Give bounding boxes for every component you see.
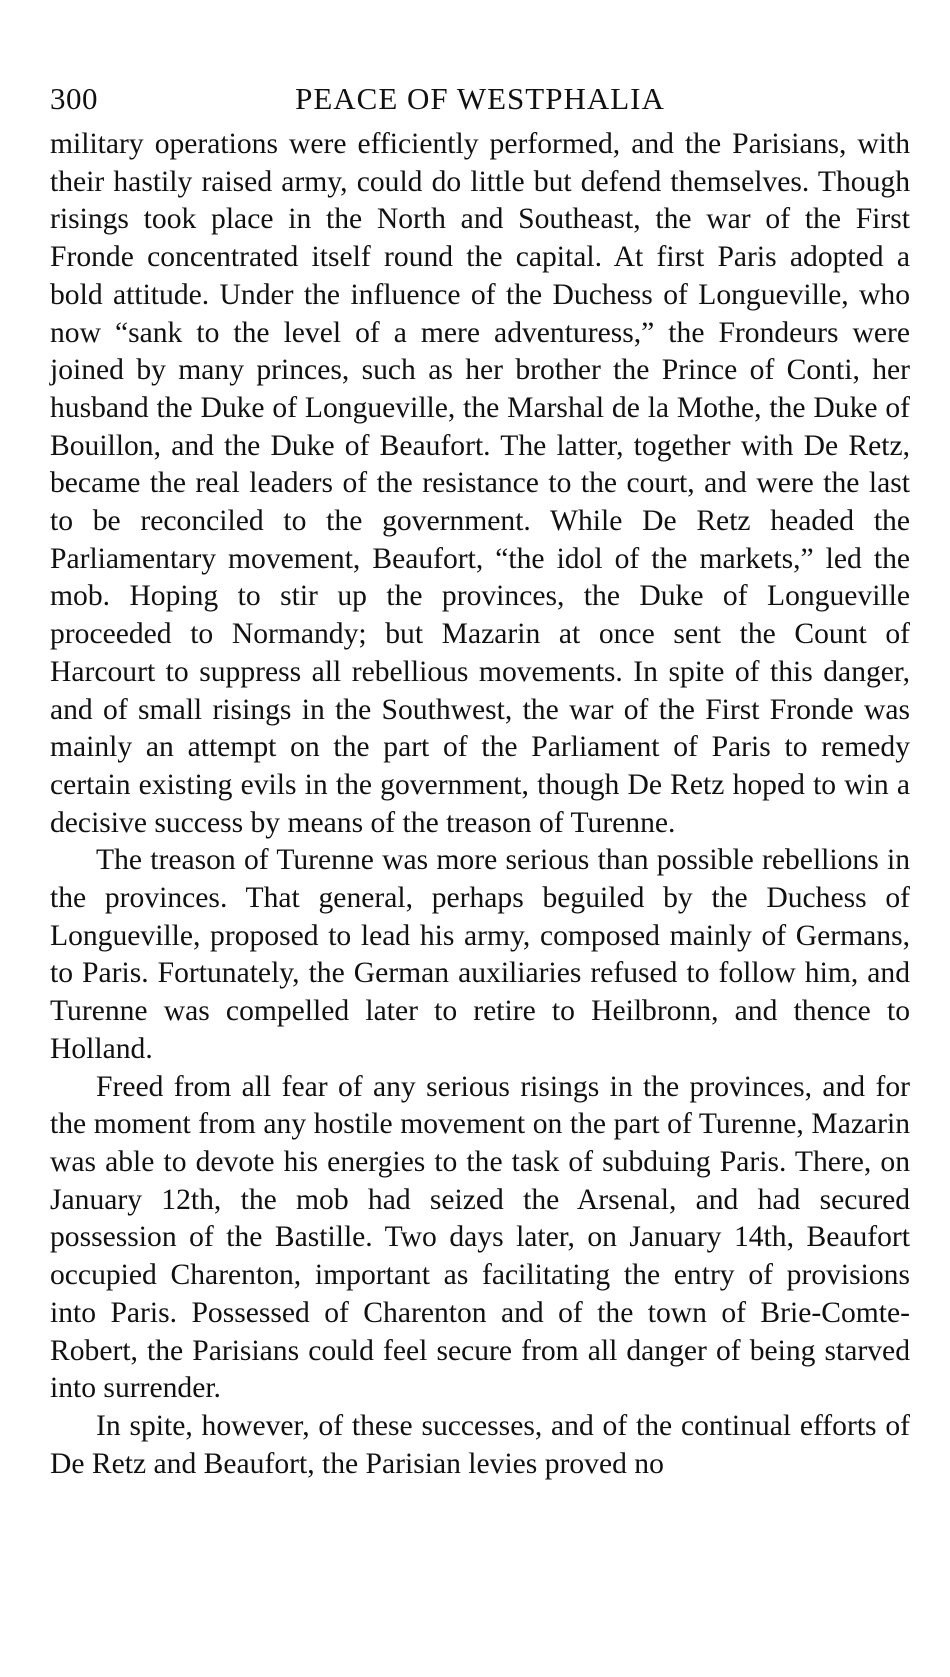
running-title: PEACE OF WESTPHALIA <box>295 81 665 116</box>
page-number: 300 <box>50 81 98 116</box>
paragraph-treason-of-turenne: The treason of Turenne was more serious than possible rebellions in the provinces. That general, perhaps beguiled by the Duchess of Longueville, proposed to lead his army, composed mainly of Germans, to Paris. Fortunately, the German auxiliaries refused to follow him, and Turenne was compelled later to retire to Heilbronn, and thence to Holland. <box>50 844 910 1065</box>
body-text <box>50 126 910 1483</box>
book-page <box>50 76 910 1483</box>
paragraph-parisian-levies: In spite, however, of these successes, and of the continual efforts of De Retz and Beaufort, the Parisian levies proved no <box>50 1409 910 1480</box>
running-header <box>50 76 910 122</box>
paragraph-continued: military operations were efficiently performed, and the Parisians, with their hastily raised army, could do little but defend themselves. Though risings took place in the North and Southeast, the war of the First Fronde concentrated itself round the capital. At first Paris adopted a bold attitude. Under the influence of the Duchess of Longueville, who now “sank to the level of a mere adventuress,” the Frondeurs were joined by many princes, such as her brother the Prince of Conti, her husband the Duke of Longueville, the Marshal de la Mothe, the Duke of Bouillon, and the Duke of Beaufort. The latter, together with De Retz, became the real leaders of the resistance to the court, and were the last to be reconciled to the government. While De Retz headed the Parliamentary movement, Beaufort, “the idol of the markets,” led the mob. Hoping to stir up the provinces, the Duke of Longueville proceeded to Normandy; but Mazarin at once sent the Count of Harcourt to suppress all rebellious movements. In spite of this danger, and of small risings in the Southwest, the war of the First Fronde was mainly an attempt on the part of the Parliament of Paris to remedy certain existing evils in the government, though De Retz hoped to win a decisive success by means of the treason of Turenne. <box>50 128 910 839</box>
paragraph-subduing-paris: Freed from all fear of any serious risings in the provinces, and for the moment from any hostile movement on the part of Turenne, Mazarin was able to devote his energies to the task of subduing Paris. There, on January 12th, the mob had seized the Arsenal, and had secured possession of the Bastille. Two days later, on January 14th, Beaufort occupied Charenton, important as facilitating the entry of provisions into Paris. Possessed of Charenton and of the town of Brie-Comte-Robert, the Parisians could feel secure from all danger of being starved into surrender. <box>50 1070 910 1405</box>
